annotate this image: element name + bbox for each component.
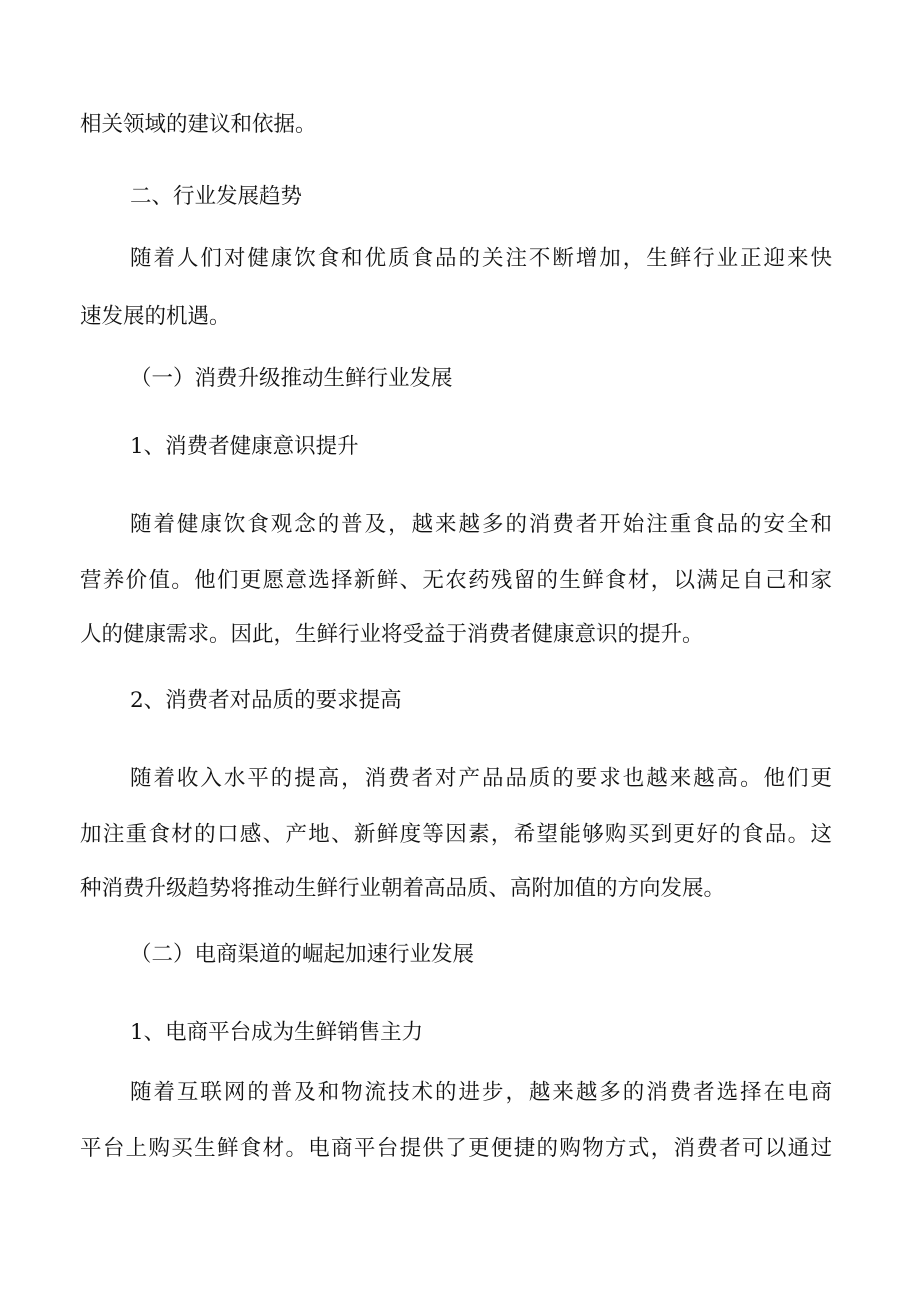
paragraph-line: 相关领域的建议和依据。: [80, 112, 317, 137]
paragraph-line: 随着健康饮食观念的普及，越来越多的消费者开始注重食品的安全和: [130, 512, 832, 537]
paragraph-line: 随着互联网的普及和物流技术的进步，越来越多的消费者选择在电商: [130, 1080, 832, 1105]
item-heading: 2、消费者对品质的要求提高: [130, 688, 402, 713]
section-heading: 二、行业发展趋势: [130, 184, 303, 209]
item-heading: 1、电商平台成为生鲜销售主力: [130, 1020, 424, 1045]
paragraph-line: 速发展的机遇。: [80, 304, 231, 329]
paragraph-line: 种消费升级趋势将推动生鲜行业朝着高品质、高附加值的方向发展。: [80, 876, 726, 901]
paragraph-line: 营养价值。他们更愿意选择新鲜、无农药残留的生鲜食材，以满足自己和家: [80, 568, 832, 593]
item-heading: 1、消费者健康意识提升: [130, 434, 359, 459]
subsection-heading: （二）电商渠道的崛起加速行业发展: [130, 942, 475, 967]
subsection-heading: （一）消费升级推动生鲜行业发展: [130, 366, 453, 391]
paragraph-line: 人的健康需求。因此，生鲜行业将受益于消费者健康意识的提升。: [80, 622, 704, 647]
paragraph-line: 平台上购买生鲜食材。电商平台提供了更便捷的购物方式，消费者可以通过: [80, 1136, 832, 1161]
paragraph-line: 加注重食材的口感、产地、新鲜度等因素，希望能够购买到更好的食品。这: [80, 822, 832, 847]
paragraph-line: 随着人们对健康饮食和优质食品的关注不断增加，生鲜行业正迎来快: [130, 246, 832, 271]
paragraph-line: 随着收入水平的提高，消费者对产品品质的要求也越来越高。他们更: [130, 766, 832, 791]
